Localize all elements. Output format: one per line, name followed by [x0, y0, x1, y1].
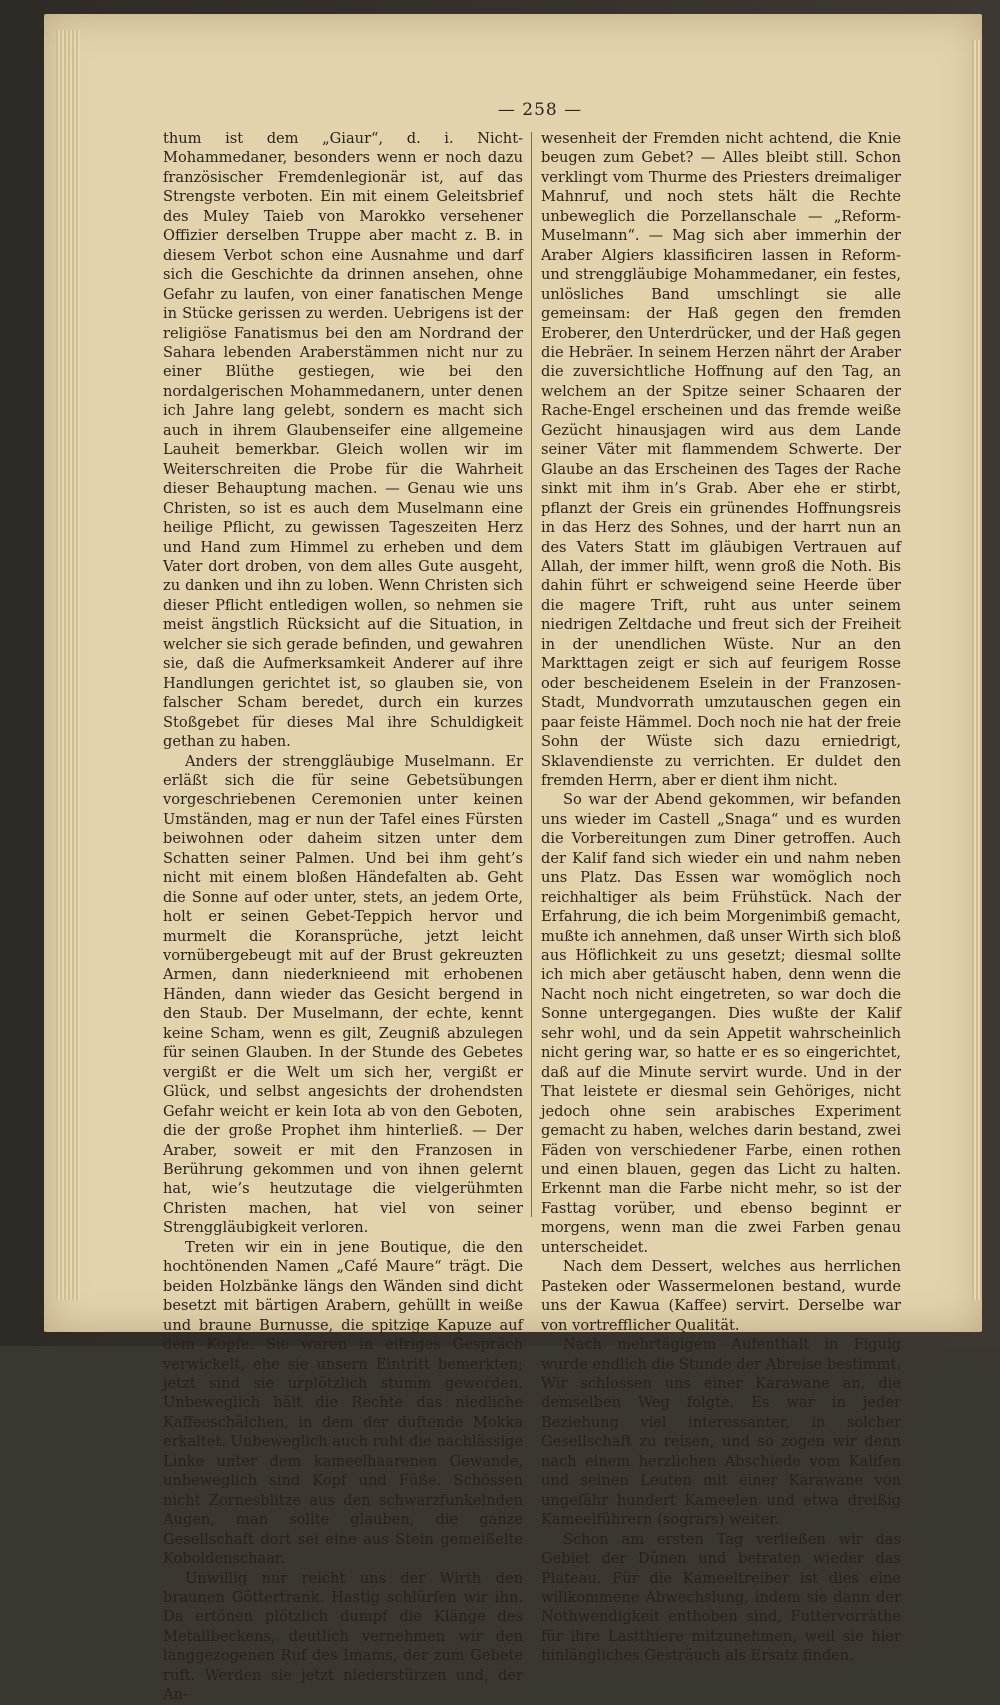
paragraph: wesenheit der Fremden nicht achtend, die Knie beugen zum Gebet? — Alles bleibt still. Schon verklingt vom Thurme des Priesters dreimaliger Mahnruf, und noch stets hält die Rechte unbeweglich die Porzellanschale — „Reform-Muselmann“. — Mag sich aber immerhin der Araber Algiers klassificiren lassen in Reform- und strenggläubige Mohammedaner, ein festes, unlösliches Band umschlingt sie alle gemeinsam: der Haß gegen den fremden Eroberer, den Unterdrücker, und der Haß gegen die Hebräer. In seinem Herzen nährt der Araber die zuversichtliche Hoffnung auf den Tag, an welchem an der Spitze seiner Schaaren der Rache-Engel erscheinen und das fremde weiße Gezücht hinausjagen wird aus dem Lande seiner Väter mit flammendem Schwerte. Der Glaube an das Erscheinen des Tages der Rache sinkt mit ihm in’s Grab. Aber ehe er stirbt, pflanzt der Greis ein grünendes Hoffnungsreis in das Herz des Sohnes, und der harrt nun an des Vaters Statt im gläubigen Vertrauen auf Allah, der immer hilft, wenn groß die Noth. Bis dahin führt er schweigend seine Heerde über die magere Trift, ruht aus unter seinem niedrigen Zeltdache und freut sich der Freiheit in der unendlichen Wüste. Nur an den Markttagen zeigt er sich auf feurigem Rosse oder bescheidenem Eselein in der Franzosen-Stadt, Mundvorrath umzutauschen gegen ein paar feiste Hämmel. Doch noch nie hat der freie Sohn der Wüste sich dazu erniedrigt, Sklavendienste zu verrichten. Er duldet den fremden Herrn, aber er dient ihm nicht.: [541, 130, 901, 789]
paragraph: Anders der strenggläubige Muselmann. Er erläßt sich die für seine Gebetsübungen vorgeschriebenen Ceremonien unter keinen Umständen, mag er nun der Tafel eines Fürsten beiwohnen oder daheim sitzen unter dem Schatten seiner Palmen. Und bei ihm geht’s nicht mit einem bloßen Händefalten ab. Geht die Sonne auf oder unter, stets, an jedem Orte, holt er seinen Gebet-Teppich hervor und murmelt die Koransprüche, jetzt leicht vornübergebeugt mit auf der Brust gekreuzten Armen, dann niederknieend mit erhobenen Händen, dann wieder das Gesicht bergend in den Staub. Der Muselmann, der echte, kennt keine Scham, wenn es gilt, Zeugniß abzulegen für seinen Glauben. In der Stunde des Gebetes vergißt er die Welt um sich her, vergißt er Glück, und selbst angesichts der drohendsten Gefahr weicht er kein Iota ab von den Geboten, die der große Prophet ihm hinterließ. — Der Araber, soweit er mit den Franzosen in Berührung gekommen und von ihnen gelernt hat, wie’s heutzutage die vielgerühmten Christen machen, hat viel von seiner Strenggläubigkeit verloren.: [163, 752, 523, 1237]
page-stack-edge-left: [56, 30, 80, 1300]
text-column-right: [541, 129, 901, 1666]
paragraph: Treten wir ein in jene Boutique, die den hochtönenden Namen „Café Maure“ trägt. Die beiden Holzbänke längs den Wänden sind dicht besetzt mit bärtigen Arabern, gehüllt in weiße und braune Burnusse, die spitzige Kapuze auf dem Kopfe. Sie waren in eifriges Gespräch verwickelt, ehe sie unsern Eintritt bemerkten; jetzt sind sie urplötzlich stumm geworden. Unbeweglich hält die Rechte das niedliche Kaffeeschälchen, in dem der duftende Mokka erkaltet. Unbeweglich auch ruht die nachlässige Linke unter dem kameelhaarenen Gewande, unbeweglich sind Kopf und Füße. Schössen nicht Zornesblitze aus den schwarzfunkelnden Augen, man sollte glauben, die ganze Gesellschaft dort sei eine aus Stein gemeißelte Koboldenschaar.: [163, 1238, 523, 1568]
page-stack-edge-right: [972, 40, 982, 1300]
paragraph: Nach mehrtägigem Aufenthalt in Figuig wurde endlich die Stunde der Abreise bestimmt. Wir schlossen uns einer Karawane an, die demselben Weg folgte. Es war in jeder Beziehung viel interessanter, in solcher Gesellschaft zu reisen, und so zogen wir denn nach einem herzlichen Abschiede vom Kalifen und seinen Leuten mit einer Karawane von ungefähr hundert Kameelen und etwa dreißig Kameelführern (sogrars) weiter.: [541, 1336, 901, 1529]
text-column-left: [163, 129, 523, 1705]
paragraph: So war der Abend gekommen, wir befanden uns wieder im Castell „Snaga“ und es wurden die Vorbereitungen zum Diner getroffen. Auch der Kalif fand sich wieder ein und nahm neben uns Platz. Das Essen war womöglich noch reichhaltiger als beim Frühstück. Nach der Erfahrung, die ich beim Morgenimbiß gemacht, mußte ich annehmen, daß unser Wirth sich bloß aus Höflichkeit zu uns gesetzt; diesmal sollte ich mich aber getäuscht haben, denn wenn die Nacht noch nicht eingetreten, so war doch die Sonne untergegangen. Dies wußte der Kalif sehr wohl, und da sein Appetit wahrscheinlich nicht gering war, so hatte er es so eingerichtet, daß auf die Minute servirt wurde. Und in der That leistete er diesmal sein Gehöriges, nicht jedoch ohne sein arabisches Experiment gemacht zu haben, welches darin bestand, zwei Fäden von verschiedener Farbe, einen rothen und einen blauen, gegen das Licht zu halten. Erkennt man die Farbe nicht mehr, so ist der Fasttag vorüber, und ebenso beginnt er morgens, wenn man die zwei Farben genau unterscheidet.: [541, 791, 901, 1256]
paragraph: thum ist dem „Giaur“, d. i. Nicht-Mohammedaner, besonders wenn er noch dazu französischer Fremdenlegionär ist, auf das Strengste verboten. Ein mit einem Geleitsbrief des Muley Taieb von Marokko versehener Offizier derselben Truppe aber macht z. B. in diesem Verbot schon eine Ausnahme und darf sich die Geschichte da drinnen ansehen, ohne Gefahr zu laufen, von einer fanatischen Menge in Stücke gerissen zu werden. Uebrigens ist der religiöse Fanatismus bei den am Nordrand der Sahara lebenden Araberstämmen nicht nur zu einer Blüthe gestiegen, wie bei den nordalgerischen Mohammedanern, unter denen ich Jahre lang gelebt, sondern es macht sich auch in ihrem Glaubenseifer eine allgemeine Lauheit bemerkbar. Gleich wollen wir im Weiterschreiten die Probe für die Wahrheit dieser Behauptung machen. — Genau wie uns Christen, so ist es auch dem Muselmann eine heilige Pflicht, zu gewissen Tageszeiten Herz und Hand zum Himmel zu erheben und dem Vater dort droben, von dem alles Gute ausgeht, zu danken und ihn zu loben. Wenn Christen sich dieser Pflicht entledigen wollen, so nehmen sie meist ängstlich Rücksicht auf die Situation, in welcher sie sich gerade befinden, und gewahren sie, daß die Aufmerksamkeit Anderer auf ihre Handlungen gerichtet ist, so glauben sie, von falscher Scham beredet, durch ein kurzes Stoßgebet für dieses Mal ihre Schuldigkeit gethan zu haben.: [163, 130, 523, 751]
paragraph: Nach dem Dessert, welches aus herrlichen Pasteken oder Wassermelonen bestand, wurde uns der Kawua (Kaffee) servirt. Derselbe war von vortrefflicher Qualität.: [541, 1258, 901, 1334]
page-number: — 258 —: [497, 100, 583, 120]
column-divider: [531, 132, 532, 1217]
paragraph: Unwillig nur reicht uns der Wirth den braunen Göttertrank. Hastig schlürfen wir ihn. Da ertönen plötzlich dumpf die Klänge des Metallbeckens, deutlich vernehmen wir den langgezogenen Ruf des Imams, der zum Gebete ruft. Werden sie jetzt niederstürzen und, der An-: [163, 1569, 523, 1704]
paragraph: Schon am ersten Tag verließen wir das Gebiet der Dünen und betraten wieder das Plateau. Für die Kameeltreiber ist dies eine willkommene Abwechslung, indem sie dann der Nothwendigkeit enthoben sind, Futtervorräthe für ihre Lastthiere mitzunehmen, weil sie hier hinlängliches Gesträuch als Ersatz finden.: [541, 1530, 901, 1665]
